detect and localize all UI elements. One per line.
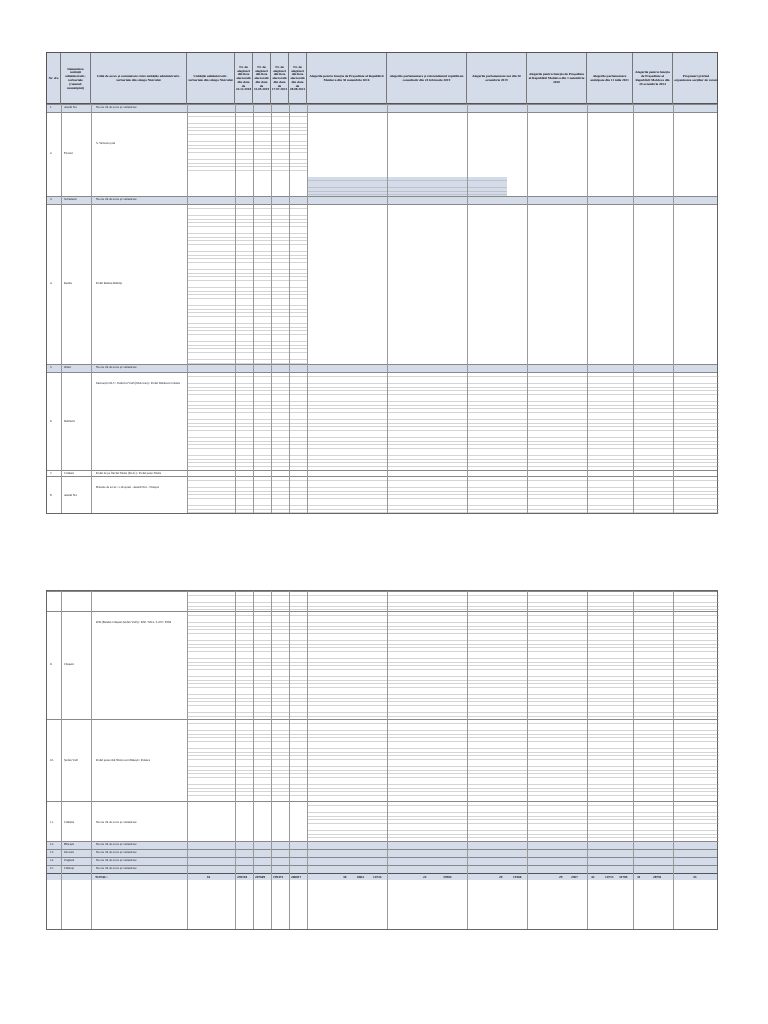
table-row (47, 591, 717, 611)
row-municipality: Cimișlia (64, 820, 75, 824)
table-header (46, 52, 718, 104)
totals-st2016: 30 (343, 875, 347, 879)
table-row (47, 112, 717, 196)
table-row (47, 196, 717, 204)
localities-grid (187, 720, 719, 802)
row-route: Podul de pe fluviul Nistru (M-21) / Podul peste Nistru (96, 471, 162, 475)
row-municipality: Ungheni (64, 858, 75, 862)
row-nr: 13. (50, 850, 54, 854)
row-route: Podul Rezina-Ribnița (96, 281, 122, 285)
row-municipality: Ştefan Vodă (64, 758, 79, 762)
row-municipality: Anenii Noi (64, 105, 78, 109)
table-row (47, 841, 717, 849)
table-row (47, 104, 717, 112)
totals-vt2019b: 19160 (513, 875, 522, 879)
totals-vt2016: 6964 (357, 875, 364, 879)
row-route: Nu are căi de acces și comunicare (96, 866, 137, 870)
row-nr: 15. (50, 866, 54, 870)
totals-vt2016b: 14724 (373, 875, 382, 879)
row-municipality: Soldanesti (64, 197, 77, 201)
row-nr: 4. (50, 281, 53, 285)
header-municipality: Denumirea unității administrativ-teritoriale (raionul/ municipiul) (61, 53, 91, 105)
row-nr: 11. (50, 820, 54, 824)
header-voters-2021: Nr. de alegători din lista electorală din data de 28.08.2021 (289, 53, 307, 105)
table-page-2 (46, 590, 718, 936)
totals-v2020: 199472 (273, 875, 284, 879)
row-nr: 5. (50, 365, 53, 369)
header-pres2024: Alegerile pentru funcția de Președinte al Republicii Moldova din 20 octombrie 2024 (633, 53, 673, 105)
header-pres2020: Alegerile pentru funcția de Președinte al Republicii Moldova din 1 noiembrie 2020 (527, 53, 587, 105)
row-municipality: Floreni (64, 151, 73, 155)
row-municipality: Dubăsari (64, 419, 75, 423)
table-row (47, 865, 717, 873)
totals-vt2020: 2307 (571, 875, 578, 879)
row-municipality: Ialoveni (64, 850, 74, 854)
row-route: S. Slobozia prut (96, 141, 116, 145)
header-pres2016: Alegerile pentru funcția de Președinte al Republicii Moldova din 30 noiembrie 2016 (307, 53, 387, 105)
localities-grid (187, 373, 719, 471)
row-route: Nu are căi de acces și comunicare (96, 365, 137, 369)
table-row (47, 364, 717, 372)
table-body-page-1 (46, 104, 718, 514)
row-nr: 1. (50, 105, 53, 109)
table-page-1 (46, 52, 718, 514)
header-parl2021: Alegerile parlamentare anticipate din 11 iulie 2021 (587, 53, 633, 105)
row-municipality: Căușeni (64, 662, 74, 666)
localities-grid (307, 802, 719, 842)
totals-v2018: 239194 (237, 875, 248, 879)
row-route: Nu are căi de acces și comunicare (96, 850, 137, 854)
row-nr: 2. (50, 151, 53, 155)
localities-grid (187, 477, 719, 515)
row-route: Bornele de acces / s. Roșcani - Anenii Noi - Tiraspol (96, 485, 160, 489)
row-nr: 7. (50, 471, 53, 475)
table-row (47, 849, 717, 857)
row-municipality: Criuleni (64, 471, 74, 475)
header-nr: Nr. d/o (47, 53, 61, 105)
row-route: Nu are căi de acces și comunicare (96, 842, 137, 846)
header-voters-2018: Nr. de alegători din lista electorală din data de 24.12.2018 (235, 53, 253, 105)
totals-st2021: 42 (591, 875, 595, 879)
row-route: Nu are căi de acces și comunicare (96, 858, 137, 862)
header-voters-2019: Nr. de alegători din lista electorală din data de 31.05.2019 (253, 53, 271, 105)
table-row (47, 476, 717, 514)
totals-st2024: 41 (637, 875, 641, 879)
totals-label: TOTAL: (95, 875, 108, 879)
table-body-page-2 (46, 590, 718, 930)
stations-grid (307, 177, 507, 197)
table-row (47, 719, 717, 801)
row-route: R36 (Bender-Căușeni-Ştefan Vodă) / R30 / M14 / L470 / E584 (96, 620, 172, 624)
header-routes: Căile de acces și comunicare către unitățile administrativ-teritoriale din stânga Nistrului (91, 53, 187, 105)
row-route: Podul peste râul Nistru sat Olănești / Palanca (96, 758, 151, 762)
header-localities: Unitățile administrativ-teritoriale din stânga Nistrului (187, 53, 235, 105)
row-nr: 3. (50, 197, 53, 201)
row-route: Nu are căi de acces și comunicare (96, 820, 137, 824)
row-municipality: Călărași (64, 866, 74, 870)
row-municipality: Orhei (64, 365, 71, 369)
header-proposal: Propunerі privind organizarea secțiilor de votare (674, 74, 718, 82)
localities-grid (187, 592, 719, 612)
totals-vt2021b: 31785 (619, 875, 628, 879)
table-row (47, 372, 717, 470)
table-row (47, 857, 717, 865)
table-row (47, 801, 717, 841)
row-municipality: Hîncești (64, 842, 74, 846)
table-row (47, 611, 717, 719)
totals-vt2024: 28791 (653, 875, 662, 879)
localities-grid (187, 612, 719, 720)
row-nr: 12. (50, 842, 54, 846)
row-route: Nu are căi de acces și comunicare (96, 197, 137, 201)
row-municipality: Anenii Noi (64, 493, 78, 497)
header-parl2019b: Alegerile parlamentare noi din 20 octombrie 2019 (467, 53, 527, 105)
row-route: Intersecția M-5 / Vadul lui Vodă (Molovata) / Podul Dubăsari-Criuleni (96, 381, 181, 385)
totals-st2019b: 29 (499, 875, 503, 879)
totals-st2020: 29 (559, 875, 563, 879)
row-nr: 6. (50, 419, 53, 423)
totals-localities: 61 (207, 875, 211, 879)
totals-proposal: 33 (693, 875, 697, 879)
row-nr: 14. (50, 858, 54, 862)
table-row (47, 204, 717, 364)
totals-v2019: 207609 (255, 875, 266, 879)
header-voters-2020: Nr. de alegători din lista electorală din data de 17.07.2021 (271, 53, 289, 105)
header-parl2019: Alegerile parlamentare și referendumul republican consultativ din 24 februarie 2019 (387, 53, 467, 105)
row-nr: 8. (50, 493, 53, 497)
totals-row (47, 873, 717, 880)
row-municipality: Rezina (64, 281, 73, 285)
row-nr: 10. (50, 758, 54, 762)
totals-v2021: 206817 (291, 875, 302, 879)
totals-vt2019: 37804 (443, 875, 452, 879)
row-nr: 9. (50, 662, 53, 666)
row-route: Nu are căi de acces și comunicare (96, 105, 137, 109)
totals-vt2021: 14713 (605, 875, 614, 879)
totals-st2019: 22 (423, 875, 427, 879)
